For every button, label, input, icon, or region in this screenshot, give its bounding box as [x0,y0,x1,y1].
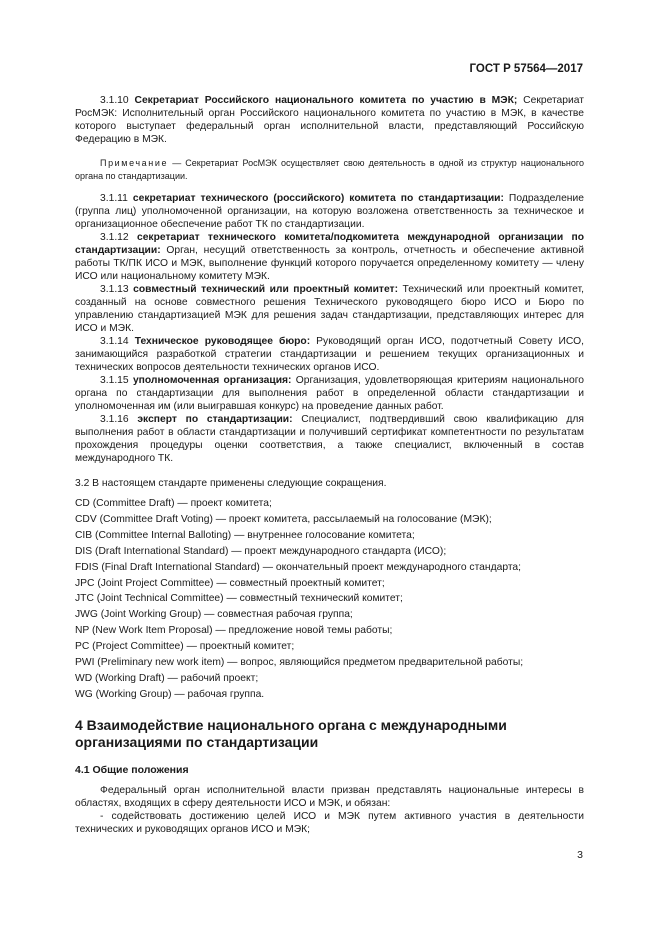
abbreviation-item: NP (New Work Item Proposal) — предложение новой темы работы; [75,625,393,637]
term-name: Техническое руководящее бюро: [134,336,311,347]
abbreviation-item: JPC (Joint Project Committee) — совместный проектный комитет; [75,577,385,589]
abbreviation-item: JWG (Joint Working Group) — совместная рабочая группа; [75,609,353,621]
abbreviation-item: PWI (Preliminary new work item) — вопрос, являющийся предметом предварительной работы; [75,657,524,669]
abbreviation-item: PC (Project Committee) — проектный комитет; [75,641,295,653]
term-name: совместный технический или проектный комитет: [133,284,399,295]
term-number: 3.1.12 [100,232,129,243]
term-definition [75,283,584,335]
term-definition [75,192,584,231]
note-paragraph [75,157,584,182]
section-4-title: 4 Взаимодействие национального органа с международными организациями по стандартизации [75,716,507,750]
term-text: Орган, несущий ответственность за контроль, отчетность и обеспечение активной работы ТК/ПК ИСО и МЭК, выполнение функций которого поручается определенному комитету — члену ИСО или национальному комитету МЭК. [75,245,584,282]
term-number: 3.1.10 [100,95,129,106]
note-text: — Секретариат РосМЭК осуществляет свою деятельность в одной из структур национального органа по стандартизации. [75,158,584,181]
term-definition [75,374,584,413]
abbreviation-item: WD (Working Draft) — рабочий проект; [75,672,259,684]
section-4-1-title: 4.1 Общие положения [75,763,189,776]
term-number: 3.1.11 [100,193,128,204]
term-definition [75,231,584,283]
page-number: 3 [577,849,583,861]
term-definition [75,94,584,146]
term-name: уполномоченная организация: [132,375,292,386]
term-text: Руководящий орган ИСО, подотчетный Совету ИСО, занимающийся разработкой стратегии стандартизации и решением текущих организационных и технических вопросов деятельности технических органов ИСО. [75,336,584,373]
term-name: эксперт по стандартизации: [137,414,293,425]
term-name: Секретариат Российского национального комитета по участию в МЭК; [134,95,518,106]
abbreviation-item: JTC (Joint Technical Committee) — совместный технический комитет; [75,593,403,605]
term-name: секретариат технического (российского) комитета по стандартизации: [132,193,504,204]
abbreviation-item: CIB (Committee Internal Balloting) — внутреннее голосование комитета; [75,529,415,541]
term-text: Организация, удовлетворяющая критериям национального органа по стандартизации для выполнения работ в определенной области стандартизации и уполномоченная им (или выигравшая конкурс) на проведение данных работ. [75,375,584,412]
term-definition [75,335,584,374]
terms-group-a [75,94,584,146]
term-text: Технический или проектный комитет, созданный на основе совместного решения Технического руководящего бюро ИСО и Бюро по управлению стандартизацией МЭК для решения задач стандартизации, представляющих интерес для ИСО и МЭК. [75,284,584,334]
note-label: Примечание [100,158,169,168]
term-text: Секретариат РосМЭК: Исполнительный орган Российского национального комитета по участию в МЭК, в качестве которого выступает федеральный орган исполнительной власти, представляющий Российскую Федерацию в МЭК. [75,95,584,145]
terms-group-b [75,192,584,465]
document-number: ГОСТ Р 57564—2017 [469,63,583,75]
abbreviations-intro: 3.2 В настоящем стандарте применены следующие сокращения. [75,478,387,489]
term-number: 3.1.13 [100,284,129,295]
section-4-1-bullet: - содействовать достижению целей ИСО и МЭК путем активного участия в деятельности технических и руководящих органов ИСО и МЭК; [75,810,584,835]
term-number: 3.1.16 [100,414,129,425]
abbreviation-item: WG (Working Group) — рабочая группа. [75,688,265,700]
term-definition [75,413,584,465]
term-text: Специалист, подтвердивший свою квалификацию для выполнения работ в области стандартизации и получивший сертификат компетентности по результатам прохождения процедуры оценки соответствия, а также специалист, включенный в состав международного ТК. [75,414,584,464]
term-name: секретариат технического комитета/подкомитета международной организации по стандартизации: [75,232,584,256]
term-text: Подразделение (группа лиц) уполномоченной организации, на которую возложена ответственность за техническое и организационное обеспечение работ ТК по стандартизации. [75,193,584,230]
abbreviation-item: DIS (Draft International Standard) — проект международного стандарта (ИСО); [75,545,447,557]
document-body [75,94,584,836]
term-number: 3.1.14 [100,336,129,347]
term-number: 3.1.15 [100,375,129,386]
section-4-1-paragraph: Федеральный орган исполнительной власти призван представлять национальные интересы в областях, входящих в сферу деятельности ИСО и МЭК, и обязан: [75,784,584,809]
abbreviation-item: CD (Committee Draft) — проект комитета; [75,498,272,509]
abbreviation-item: FDIS (Final Draft International Standard) — окончательный проект международного стандарта; [75,561,522,573]
abbreviations-list [75,496,584,703]
abbreviation-item: CDV (Committee Draft Voting) — проект комитета, рассылаемый на голосование (МЭК); [75,513,492,525]
